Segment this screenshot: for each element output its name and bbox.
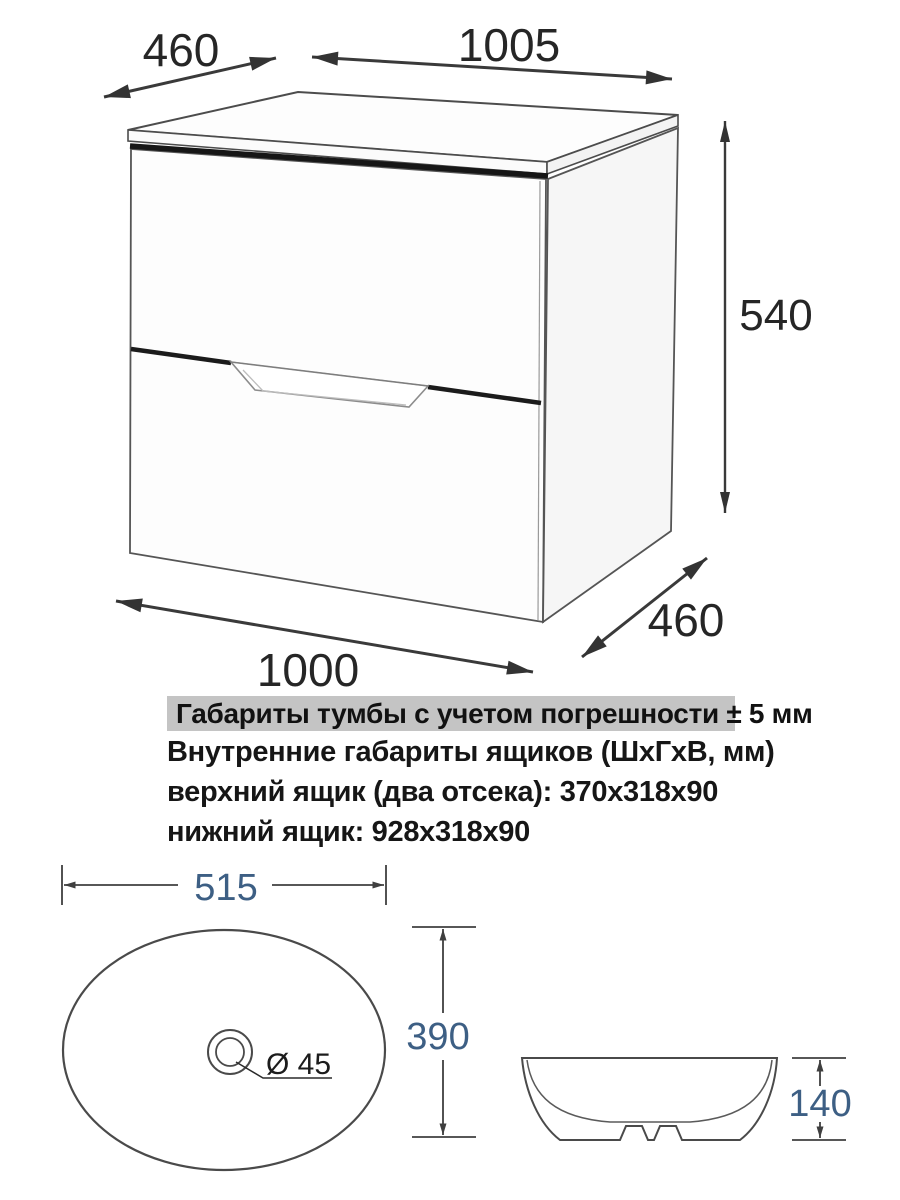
dim-sink-depth — [406, 927, 476, 1137]
dim-width-top-label: 1005 — [457, 19, 561, 71]
dim-sink-width — [62, 865, 386, 909]
drain-diameter-label: Ø 45 — [266, 1048, 332, 1081]
dim-depth-top-label: 460 — [142, 24, 220, 76]
dim-sink-height — [788, 1058, 851, 1140]
dim-depth-top — [104, 24, 276, 97]
tolerance-note: Габариты тумбы с учетом погрешности ± 5 мм — [167, 696, 735, 731]
dim-sink-depth-label: 390 — [406, 1016, 470, 1058]
upper-drawer-dims: верхний ящик (два отсека): 370х318х90 — [167, 776, 719, 808]
dim-sink-height-label: 140 — [788, 1083, 852, 1125]
cabinet-side-panel — [543, 128, 678, 622]
sink-bowl-outline — [63, 930, 385, 1170]
sink-drawing — [0, 860, 900, 1200]
dim-height-label: 540 — [739, 291, 813, 340]
cabinet-body — [130, 128, 678, 622]
dim-sink-width-label: 515 — [194, 867, 258, 909]
dim-width-top — [312, 19, 672, 79]
lower-drawer-dims: нижний ящик: 928х318х90 — [167, 816, 530, 848]
sink-top-view — [62, 865, 476, 1170]
dim-height — [725, 121, 813, 513]
sink-profile-outline — [522, 1058, 777, 1140]
dim-width-bottom-label: 1000 — [256, 644, 360, 690]
sink-side-view — [522, 1058, 852, 1140]
dim-width-bottom — [116, 601, 533, 690]
drawers-inner-dims-title: Внутренние габариты ящиков (ШхГхВ, мм) — [167, 736, 775, 768]
dim-depth-bottom-label: 460 — [647, 594, 725, 646]
